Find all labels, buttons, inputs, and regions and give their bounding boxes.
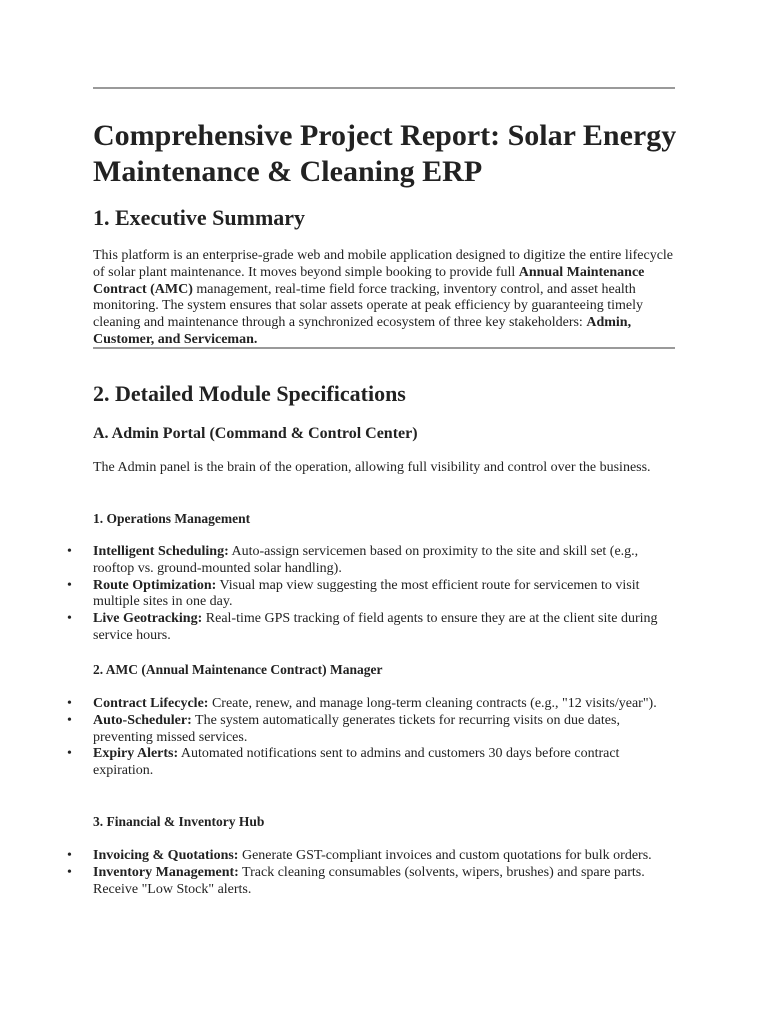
item-label: Contract Lifecycle: bbox=[93, 696, 209, 711]
subsection-heading-admin-portal: A. Admin Portal (Command & Control Center) bbox=[93, 425, 418, 442]
summary-text-b: management, real-time field force tracking, inventory control, and asset health monitoring. The system ensures that solar assets operate at peak efficiency by guaranteeing timely cleaning and maintenance through a synchronized ecosystem of three key stakeholders: bbox=[93, 281, 643, 331]
page-title: Comprehensive Project Report: Solar Energy Maintenance & Cleaning ERP bbox=[93, 119, 677, 188]
item-text: The system automatically generates tickets for recurring visits on due dates, preventing missed services. bbox=[93, 712, 620, 745]
list-item bbox=[60, 713, 680, 747]
list-item bbox=[60, 611, 680, 645]
item-text: Track cleaning consumables (solvents, wipers, brushes) and spare parts. Receive "Low Stock" alerts. bbox=[93, 864, 645, 897]
item-label: Auto-Scheduler: bbox=[93, 712, 192, 728]
item-label: Inventory Management: bbox=[93, 864, 239, 880]
bullet-icon: • bbox=[67, 848, 72, 863]
item-label: Expiry Alerts: bbox=[93, 746, 179, 762]
section-heading-executive-summary: 1. Executive Summary bbox=[93, 205, 306, 230]
amc-list bbox=[60, 696, 680, 780]
item-label: Intelligent Scheduling: bbox=[93, 544, 229, 559]
financial-list bbox=[60, 848, 680, 898]
admin-intro-paragraph: The Admin panel is the brain of the operation, allowing full visibility and control over the business. bbox=[93, 460, 651, 475]
item-label: Route Optimization: bbox=[93, 577, 217, 593]
list-item bbox=[60, 578, 680, 612]
list-item bbox=[60, 865, 680, 899]
list-item bbox=[60, 544, 680, 578]
item-text: Visual map view suggesting the most efficient route for servicemen to visit multiple sites in one day. bbox=[93, 577, 640, 610]
summary-bold-amc: Annual Maintenance Contract (AMC) bbox=[93, 264, 645, 297]
item-label: Invoicing & Quotations: bbox=[93, 848, 239, 863]
list-item bbox=[60, 848, 680, 865]
bullet-icon: • bbox=[67, 746, 72, 762]
list-item bbox=[60, 696, 680, 713]
summary-bold-stakeholders: Admin, Customer, and Serviceman. bbox=[93, 315, 632, 347]
list-item bbox=[60, 746, 680, 780]
section-divider bbox=[93, 347, 675, 349]
bullet-icon: • bbox=[67, 864, 72, 880]
heading-operations-management: 1. Operations Management bbox=[93, 511, 251, 526]
executive-summary-paragraph bbox=[93, 248, 678, 349]
top-divider bbox=[93, 87, 675, 89]
item-text: Auto-assign servicemen based on proximity to the site and skill set (e.g., rooftop vs. ground-mounted solar handling). bbox=[93, 544, 639, 576]
heading-financial-inventory: 3. Financial & Inventory Hub bbox=[93, 814, 265, 829]
summary-text-a: This platform is an enterprise-grade web and mobile application designed to digitize the entire lifecycle of solar plant maintenance. It moves beyond simple booking to provide full bbox=[93, 248, 674, 280]
bullet-icon: • bbox=[67, 544, 72, 559]
bullet-icon: • bbox=[67, 577, 72, 593]
item-text: Real-time GPS tracking of field agents to ensure they are at the client site during service hours. bbox=[93, 611, 658, 643]
bullet-icon: • bbox=[67, 712, 72, 728]
item-text: Automated notifications sent to admins and customers 30 days before contract expiration. bbox=[93, 746, 620, 779]
item-text: Create, renew, and manage long-term cleaning contracts (e.g., "12 visits/year"). bbox=[208, 696, 657, 711]
bullet-icon: • bbox=[67, 611, 72, 627]
item-label: Live Geotracking: bbox=[93, 611, 203, 627]
heading-amc-manager: 2. AMC (Annual Maintenance Contract) Manager bbox=[93, 662, 383, 677]
bullet-icon: • bbox=[67, 696, 72, 711]
operations-list bbox=[60, 544, 680, 645]
item-text: Generate GST-compliant invoices and custom quotations for bulk orders. bbox=[238, 848, 652, 863]
section-heading-module-specs: 2. Detailed Module Specifications bbox=[93, 381, 406, 406]
